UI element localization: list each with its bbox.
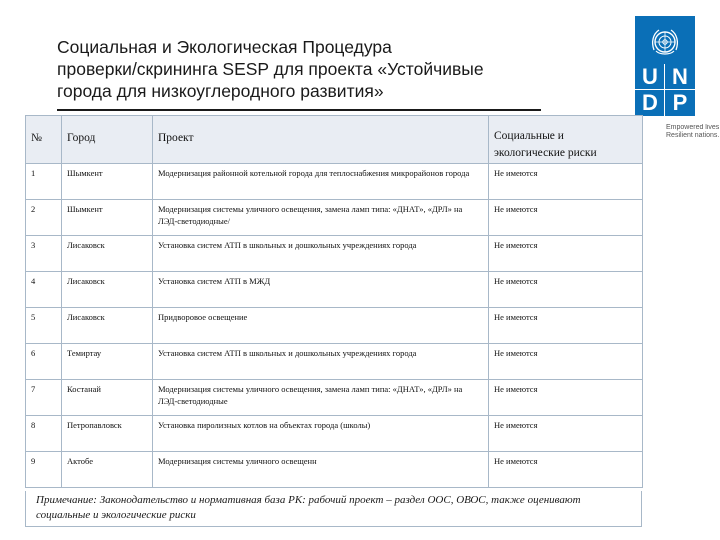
header-risks: Социальные и экологические риски xyxy=(489,116,643,164)
logo-letter-n: N xyxy=(672,64,688,89)
cell-number: 9 xyxy=(26,452,62,488)
cell-project: Модернизация системы уличного освещенн xyxy=(153,452,489,488)
cell-number: 7 xyxy=(26,380,62,416)
logo-letter-d: D xyxy=(642,90,658,115)
table-row xyxy=(26,272,643,308)
cell-project: Установка систем АТП в школьных и дошкольных учреждениях города xyxy=(153,236,489,272)
cell-city: Шымкент xyxy=(62,164,153,200)
logo-divider-h xyxy=(635,89,695,90)
footnote: Примечание: Законодательство и нормативная база РК: рабочий проект – раздел ООС, ОВОС, также оценивают социальные и экологические риски xyxy=(25,491,642,527)
undp-logo xyxy=(635,16,695,116)
cell-risk: Не имеются xyxy=(489,272,643,308)
cell-city: Актобе xyxy=(62,452,153,488)
table-row xyxy=(26,236,643,272)
cell-number: 6 xyxy=(26,344,62,380)
cell-number: 8 xyxy=(26,416,62,452)
logo-divider-v xyxy=(664,64,665,116)
table-body xyxy=(26,164,643,488)
logo-row-top xyxy=(635,64,695,90)
un-emblem-icon xyxy=(647,24,683,60)
cell-city: Костанай xyxy=(62,380,153,416)
header-city: Город xyxy=(62,116,153,164)
cell-city: Петропавловск xyxy=(62,416,153,452)
cell-city: Лисаковск xyxy=(62,236,153,272)
cell-number: 1 xyxy=(26,164,62,200)
cell-project: Придворовое освещение xyxy=(153,308,489,344)
table-row xyxy=(26,308,643,344)
logo-row-bottom xyxy=(635,90,695,116)
cell-project: Модернизация системы уличного освещения, замена ламп типа: «ДНАТ», «ДРЛ» на ЛЭД-светодиодные xyxy=(153,380,489,416)
logo-letter-p: P xyxy=(672,90,688,115)
cell-risk: Не имеются xyxy=(489,308,643,344)
cell-risk: Не имеются xyxy=(489,452,643,488)
cell-number: 5 xyxy=(26,308,62,344)
cell-number: 2 xyxy=(26,200,62,236)
logo-tagline: Empowered lives Resilient nations. xyxy=(666,124,720,139)
cell-number: 3 xyxy=(26,236,62,272)
table-row xyxy=(26,452,643,488)
cell-project: Установка систем АТП в МЖД xyxy=(153,272,489,308)
cell-city: Лисаковск xyxy=(62,308,153,344)
projects-table xyxy=(25,115,643,488)
table-row xyxy=(26,344,643,380)
cell-project: Модернизация районной котельной города для теплоснабжения микрорайонов города xyxy=(153,164,489,200)
cell-project: Установка пиролизных котлов на объектах города (школы) xyxy=(153,416,489,452)
logo-letter-u: U xyxy=(642,64,658,89)
table-row xyxy=(26,416,643,452)
header-project: Проект xyxy=(153,116,489,164)
cell-city: Шымкент xyxy=(62,200,153,236)
cell-risk: Не имеются xyxy=(489,380,643,416)
table-row xyxy=(26,200,643,236)
table-row xyxy=(26,164,643,200)
header-number: № xyxy=(26,116,62,164)
cell-number: 4 xyxy=(26,272,62,308)
cell-city: Темиртау xyxy=(62,344,153,380)
page-title: Социальная и Экологическая Процедура проверки/скрининга SESP для проекта «Устойчивые города для низкоуглеродного развития» xyxy=(57,37,484,101)
table-header-row xyxy=(26,116,643,164)
title-underline xyxy=(57,109,541,111)
cell-risk: Не имеются xyxy=(489,236,643,272)
cell-risk: Не имеются xyxy=(489,416,643,452)
table-row xyxy=(26,380,643,416)
cell-risk: Не имеются xyxy=(489,344,643,380)
cell-risk: Не имеются xyxy=(489,200,643,236)
cell-city: Лисаковск xyxy=(62,272,153,308)
cell-risk: Не имеются xyxy=(489,164,643,200)
cell-project: Модернизация системы уличного освещения, замена ламп типа: «ДНАТ», «ДРЛ» на ЛЭД-светодиодные/ xyxy=(153,200,489,236)
cell-project: Установка систем АТП в школьных и дошкольных учреждениях города xyxy=(153,344,489,380)
